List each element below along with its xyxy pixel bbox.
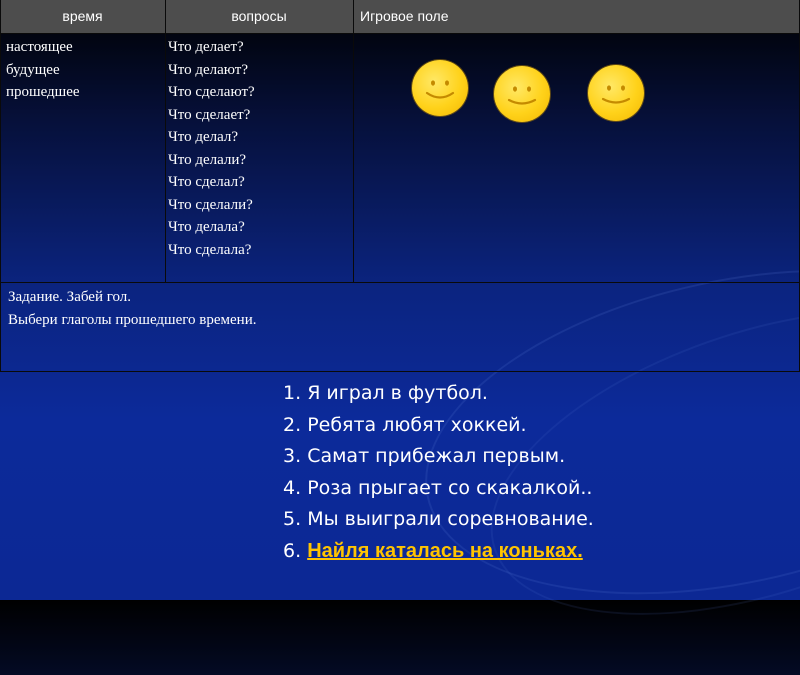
sentence-list	[283, 378, 594, 568]
sentence-item[interactable]	[283, 504, 594, 536]
table-divider	[0, 0, 1, 372]
smiley-face-icon[interactable]	[494, 66, 550, 122]
question-item: Что делал?	[168, 129, 239, 145]
header-questions: вопросы	[165, 0, 353, 33]
sentence-item[interactable]	[283, 473, 594, 505]
sentence-link[interactable]: Найля каталась на коньках.	[307, 539, 583, 562]
tense-list	[6, 36, 80, 104]
sentence-number: 1.	[283, 382, 302, 404]
sentence-item[interactable]	[283, 410, 594, 442]
question-item: Что делают?	[168, 61, 249, 78]
smiley-face-icon[interactable]	[412, 60, 468, 116]
header-game-field: Игровое поле	[353, 0, 800, 33]
sentence-number: 4.	[283, 476, 302, 499]
table-divider	[165, 0, 166, 282]
sentence-text: Я играл в футбол.	[307, 382, 488, 404]
sentence-number: 5.	[283, 508, 302, 531]
question-item: Что сделала?	[168, 241, 252, 258]
question-item: Что делали?	[168, 151, 247, 168]
task-line: Задание. Забей гол.	[8, 289, 132, 305]
task-line: Выбери глаголы прошедшего времени.	[8, 311, 257, 328]
table-divider	[353, 0, 354, 282]
sentence-number: 2.	[283, 413, 302, 436]
question-item: Что делает?	[168, 39, 244, 55]
sentence-item[interactable]	[283, 441, 594, 473]
table-divider	[0, 33, 800, 34]
task-text	[8, 286, 256, 331]
sentence-text: Самат прибежал первым.	[307, 445, 566, 468]
question-item: Что сделали?	[168, 196, 253, 213]
question-item: Что сделают?	[168, 84, 255, 100]
header-time: время	[0, 0, 165, 33]
smiley-face-icon[interactable]	[588, 65, 644, 121]
sentence-item-highlighted[interactable]	[283, 536, 594, 568]
sentence-number: 3.	[283, 445, 302, 468]
tense-present: настоящее	[6, 39, 73, 55]
sentence-number: 6.	[283, 539, 302, 562]
table-divider	[0, 371, 800, 372]
sentence-text: Роза прыгает со скакалкой..	[307, 476, 593, 499]
question-list	[168, 36, 255, 261]
tense-past: прошедшее	[6, 84, 80, 100]
sentence-text: Ребята любят хоккей.	[307, 413, 527, 436]
question-item: Что сделал?	[168, 174, 245, 190]
sentence-item[interactable]	[283, 378, 594, 410]
tense-future: будущее	[6, 61, 60, 78]
sentence-text: Мы выиграли соревнование.	[307, 508, 594, 531]
question-item: Что сделает?	[168, 106, 251, 123]
question-item: Что делала?	[168, 219, 245, 235]
table-divider	[0, 282, 800, 283]
